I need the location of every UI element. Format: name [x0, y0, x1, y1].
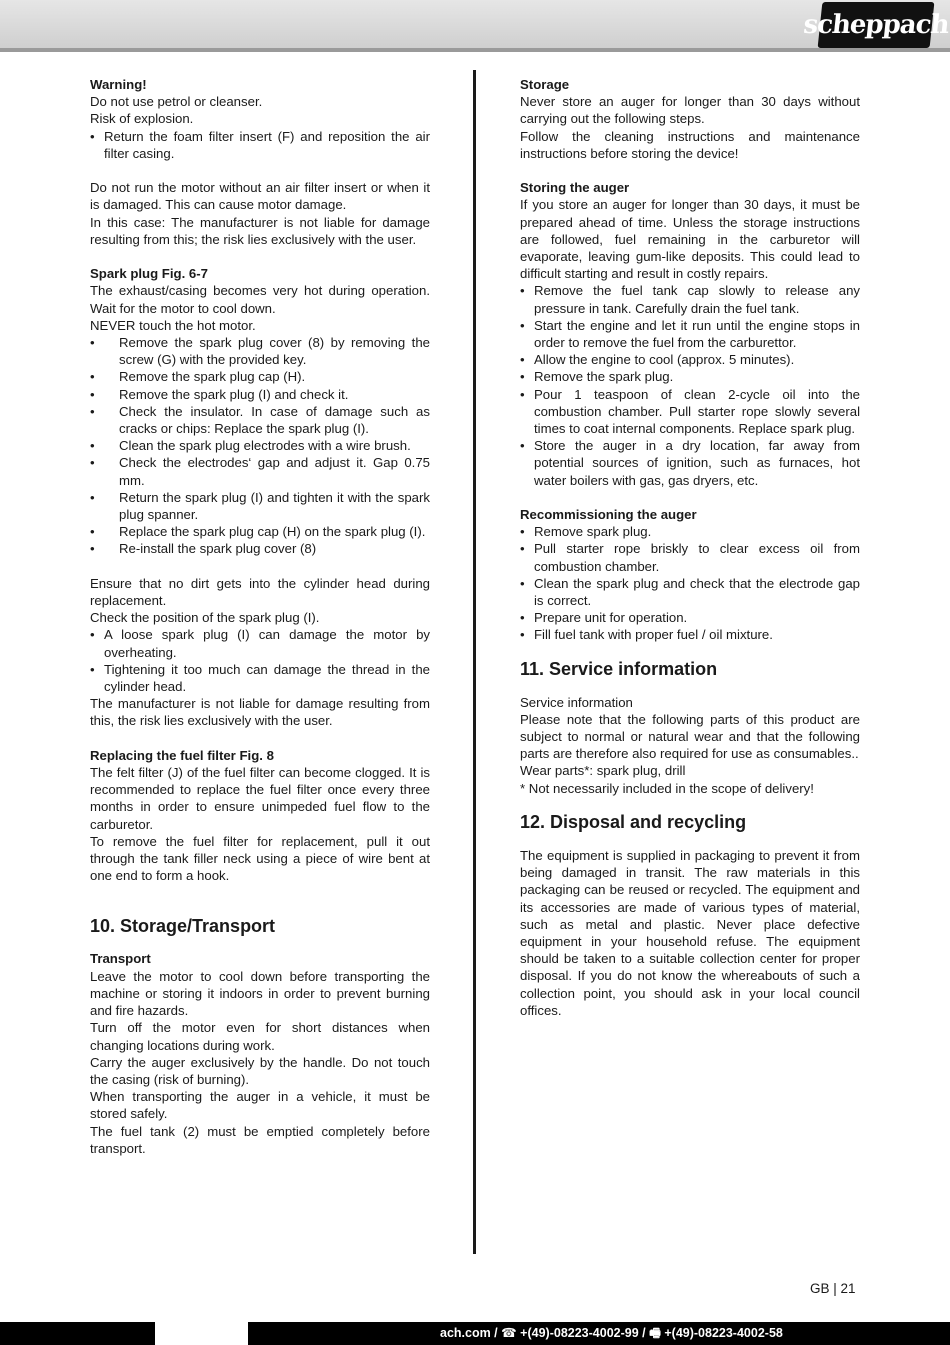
paragraph: To remove the fuel filter for replacement, pull it out through the tank filler neck using a piece of wire bent at one end to form a hook. [90, 833, 430, 884]
paragraph: Wear parts*: spark plug, drill [520, 763, 686, 779]
spark-plug-title: Spark plug Fig. 6-7 [90, 266, 208, 282]
list-item: • Pour 1 teaspoon of clean 2-cycle oil into the combustion chamber. Pull starter rope slowly several times to coat internal components. Replace spark plug. [520, 386, 860, 438]
transport-title: Transport [90, 951, 151, 967]
left-column [90, 76, 430, 1157]
paragraph: Never store an auger for longer than 30 days without carrying out the following steps. [520, 94, 860, 127]
list-item: • Replace the spark plug cap (H) on the spark plug (I). [90, 523, 430, 540]
list-item: • A loose spark plug (I) can damage the motor by overheating. [90, 626, 430, 660]
warning-line: Do not use petrol or cleanser. [90, 94, 263, 110]
list-item: • Check the insulator. In case of damage such as cracks or chips: Replace the spark plug (I). [90, 403, 430, 437]
list-item: • Prepare unit for operation. [520, 609, 860, 626]
storing-title: Storing the auger [520, 180, 630, 196]
list-item: • Clean the spark plug and check that the electrode gap is correct. [520, 575, 860, 609]
list-item: • Store the auger in a dry location, far away from potential sources of ignition, such as furnaces, hot water boilers with gas, gas dryers, etc. [520, 437, 860, 489]
list-item: • Allow the engine to cool (approx. 5 minutes). [520, 351, 860, 368]
section-12-heading: 12. Disposal and recycling [520, 811, 747, 832]
storing-list [520, 282, 860, 488]
warning-line: Risk of explosion. [90, 111, 194, 127]
dirt-list [90, 626, 430, 695]
paragraph: When transporting the auger in a vehicle, it must be stored safely. [90, 1089, 430, 1122]
page-number: GB | 21 [810, 1281, 856, 1296]
storage-title: Storage [520, 77, 570, 92]
list-item: • Start the engine and let it run until the engine stops in order to remove the fuel from the carburettor. [520, 317, 860, 351]
paragraph: Turn off the motor even for short distances when changing locations during work. [90, 1020, 430, 1053]
paragraph: Carry the auger exclusively by the handle. Do not touch the casing (risk of burning). [90, 1054, 430, 1087]
section-11-heading: 11. Service information [520, 658, 718, 679]
footer-white-block [155, 1322, 248, 1345]
paragraph: The fuel tank (2) must be emptied completely before transport. [90, 1123, 430, 1156]
warning-list [90, 128, 430, 162]
list-item: • Remove spark plug. [520, 523, 860, 540]
list-item: • Return the foam filter insert (F) and reposition the air filter casing. [90, 128, 430, 162]
list-item: • Remove the spark plug. [520, 368, 860, 385]
list-item: • Fill fuel tank with proper fuel / oil mixture. [520, 626, 860, 643]
paragraph: Follow the cleaning instructions and maintenance instructions before storing the device! [520, 128, 860, 161]
right-column [520, 76, 860, 1019]
list-item: • Pull starter rope briskly to clear excess oil from combustion chamber. [520, 540, 860, 574]
list-item: • Remove the spark plug (I) and check it. [90, 386, 430, 403]
list-item: • Tightening it too much can damage the thread in the cylinder head. [90, 661, 430, 695]
footer-contact: ach.com / ☎ +(49)-08223-4002-99 / 🖷 +(49)-08223-4002-58 [440, 1326, 783, 1340]
warning-title: Warning! [90, 77, 147, 92]
list-item: • Remove the fuel tank cap slowly to release any pressure in tank. Carefully drain the fuel tank. [520, 282, 860, 316]
spark-plug-list [90, 334, 430, 558]
paragraph: Ensure that no dirt gets into the cylinder head during replacement. [90, 575, 430, 609]
paragraph: Do not run the motor without an air filter insert or when it is damaged. This can cause motor damage. [90, 180, 430, 213]
column-divider [473, 70, 476, 1254]
brand-logo: scheppach [818, 2, 935, 48]
paragraph: * Not necessarily included in the scope of delivery! [520, 780, 814, 796]
list-item: • Check the electrodes‘ gap and adjust it. Gap 0.75 mm. [90, 454, 430, 488]
list-item: • Return the spark plug (I) and tighten it with the spark plug spanner. [90, 489, 430, 523]
paragraph: In this case: The manufacturer is not liable for damage resulting from this; the risk lies exclusively with the user. [90, 214, 430, 247]
recommissioning-title: Recommissioning the auger [520, 507, 697, 523]
paragraph: NEVER touch the hot motor. [90, 317, 256, 333]
list-item: • Remove the spark plug cap (H). [90, 368, 430, 385]
list-item: • Remove the spark plug cover (8) by removing the screw (G) with the provided key. [90, 334, 430, 368]
paragraph: The exhaust/casing becomes very hot during operation. Wait for the motor to cool down. [90, 283, 430, 316]
list-item: • Clean the spark plug electrodes with a wire brush. [90, 437, 430, 454]
fuel-filter-title: Replacing the fuel filter Fig. 8 [90, 747, 274, 763]
paragraph: The felt filter (J) of the fuel filter can become clogged. It is recommended to replace the fuel filter once every three months in order to ensure unimpeded fuel flow to the carburetor. [90, 765, 430, 832]
section-10-heading: 10. Storage/Transport [90, 916, 276, 937]
paragraph: If you store an auger for longer than 30 days, it must be prepared ahead of time. Unless the storage instructions are followed, fuel remaining in the carburetor will evaporate, leaving gum-like deposits. This could lead to difficult starting and result in costly repairs. [520, 197, 860, 282]
paragraph: Check the position of the spark plug (I). [90, 610, 320, 626]
paragraph: Please note that the following parts of this product are subject to normal or natural wear and that the following parts are therefore also required for use as consumables.. [520, 711, 860, 762]
paragraph: Leave the motor to cool down before transporting the machine or storing it indoors in order to prevent burning and fire hazards. [90, 968, 430, 1019]
paragraph: The manufacturer is not liable for damage resulting from this, the risk lies exclusively with the user. [90, 696, 430, 729]
paragraph: The equipment is supplied in packaging to prevent it from being damaged in transit. The raw materials in this packaging can be reused or recycled. The equipment and its accessories are made of various types of material, such as metal and plastic. Never place defective equipment in your household refuse. The equipment should be taken to a suitable collection center for proper disposal. If you do not know the whereabouts of such a collection point, you should ask in your local council offices. [520, 847, 860, 1018]
paragraph: Service information [520, 694, 633, 710]
recommissioning-list [520, 523, 860, 643]
list-item: • Re-install the spark plug cover (8) [90, 540, 430, 557]
